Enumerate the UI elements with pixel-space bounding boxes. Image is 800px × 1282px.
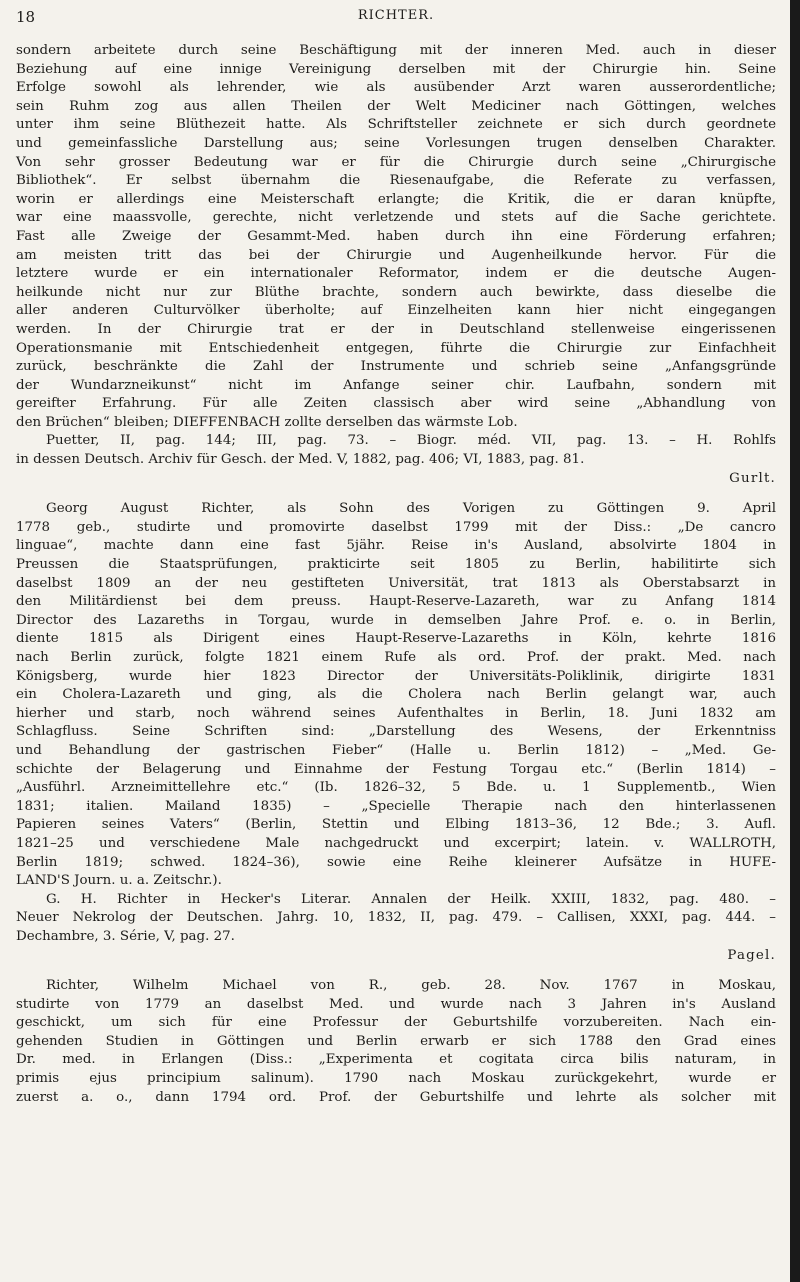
text-line: unter ihm seine Blüthezeit hatte. Als Schriftsteller zeichnete er sich durch geordnete	[16, 117, 776, 133]
text-line: LAND'S Journ. u. a. Zeitschr.).	[16, 873, 222, 889]
reference-line: in dessen Deutsch. Archiv für Gesch. der Med. V, 1882, pag. 406; VI, 1883, pag. 81.	[16, 452, 585, 468]
text-line: und Behandlung der gastrischen Fieber“ (Halle u. Berlin 1812) – „Med. Ge-	[16, 742, 776, 758]
reference-line: Puetter, II, pag. 144; III, pag. 73. – Biogr. méd. VII, pag. 13. – H. Rohlfs	[46, 433, 776, 449]
text-line: Beziehung auf eine innige Vereinigung derselben mit der Chirurgie hin. Seine	[16, 61, 776, 77]
page-number: 18	[16, 8, 36, 26]
text-line: zuerst a. o., dann 1794 ord. Prof. der Geburtshilfe und lehrte als solcher mit	[16, 1089, 776, 1105]
text-line: heilkunde nicht nur zur Blüthe brachte, sondern auch bewirkte, dass dieselbe die	[16, 284, 776, 300]
text-line: daselbst 1809 an der neu gestifteten Universität, trat 1813 als Oberstabsarzt in	[16, 575, 776, 591]
text-line: Erfolge sowohl als lehrender, wie als ausübender Arzt waren ausserordentliche;	[16, 80, 776, 96]
text-line: Operationsmanie mit Entschiedenheit entgegen, führte die Chirurgie zur Einfachheit	[16, 340, 776, 356]
text-line: 1831; italien. Mailand 1835) – „Specielle Therapie nach den hinterlassenen	[16, 798, 776, 814]
entry-heading-line: Georg August Richter, als Sohn des Vorigen zu Göttingen 9. April	[46, 501, 776, 517]
text-line: Director des Lazareths in Torgau, wurde in demselben Jahre Prof. e. o. in Berlin,	[16, 612, 776, 628]
text-line: 1778 geb., studirte und promovirte daselbst 1799 mit der Diss.: „De cancro	[16, 519, 776, 535]
text-line: Dr. med. in Erlangen (Diss.: „Experimenta et cogitata circa bilis naturam, in	[16, 1052, 776, 1068]
text-line: „Ausführl. Arzneimittellehre etc.“ (Ib. 1826–32, 5 Bde. u. 1 Supplementb., Wien	[16, 780, 776, 796]
text-line: diente 1815 als Dirigent eines Haupt-Reserve-Lazareths in Köln, kehrte 1816	[16, 631, 776, 647]
text-line: aller anderen Culturvölker überholte; auf Einzelheiten kann hier nicht eingegangen	[16, 303, 776, 319]
text-line: primis ejus principium salinum). 1790 nach Moskau zurückgekehrt, wurde er	[16, 1071, 776, 1087]
body-text	[16, 42, 776, 1107]
text-line: gereifter Erfahrung. Für alle Zeiten classisch aber wird seine „Abhandlung von	[16, 396, 776, 412]
text-line: schichte der Belagerung und Einnahme der Festung Torgau etc.“ (Berlin 1814) –	[16, 761, 776, 777]
text-line: Fast alle Zweige der Gesammt-Med. haben durch ihn eine Förderung erfahren;	[16, 228, 776, 244]
text-line: Von sehr grosser Bedeutung war er für die Chirurgie durch seine „Chirurgische	[16, 154, 776, 170]
running-head: RICHTER.	[357, 8, 435, 23]
text-line: zurück, beschränkte die Zahl der Instrumente und schrieb seine „Anfangsgründe	[16, 359, 776, 375]
text-line: Papieren seines Vaters“ (Berlin, Stettin und Elbing 1813–36, 12 Bde.; 3. Aufl.	[16, 817, 776, 833]
text-line: der Wundarzneikunst“ nicht im Anfange seiner chir. Laufbahn, sondern mit	[16, 377, 776, 393]
text-line: gehenden Studien in Göttingen und Berlin erwarb er sich 1788 den Grad eines	[16, 1033, 776, 1049]
reference-line: Dechambre, 3. Série, V, pag. 27.	[16, 928, 235, 944]
text-line: Bibliothek“. Er selbst übernahm die Riesenaufgabe, die Referate zu verfassen,	[16, 173, 776, 189]
page-edge-shadow	[790, 0, 800, 1282]
text-line: den Brüchen“ bleiben; DIEFFENBACH zollte derselben das wärmste Lob.	[16, 414, 518, 430]
text-line: worin er allerdings eine Meisterschaft erlangte; die Kritik, die er daran knüpfte,	[16, 191, 776, 207]
reference-line: G. H. Richter in Hecker's Literar. Annalen der Heilk. XXIII, 1832, pag. 480. –	[46, 891, 776, 907]
page-header	[16, 8, 776, 34]
entry-heading-line: Richter, Wilhelm Michael von R., geb. 28. Nov. 1767 in Moskau,	[46, 978, 776, 994]
reference-line: Neuer Nekrolog der Deutschen. Jahrg. 10, 1832, II, pag. 479. – Callisen, XXXI, pag. 444. –	[16, 910, 776, 926]
text-line: hierher und starb, noch während seines Aufenthaltes in Berlin, 18. Juni 1832 am	[16, 705, 776, 721]
author-signature: Gurlt.	[729, 470, 776, 486]
text-line: studirte von 1779 an daselbst Med. und wurde nach 3 Jahren in's Ausland	[16, 996, 776, 1012]
text-line: ein Cholera-Lazareth und ging, als die Cholera nach Berlin gelangt war, auch	[16, 687, 776, 703]
text-line: Schlagfluss. Seine Schriften sind: „Darstellung des Wesens, der Erkenntniss	[16, 724, 776, 740]
text-line: Preussen die Staatsprüfungen, prakticirte seit 1805 zu Berlin, habilitirte sich	[16, 557, 776, 573]
text-line: 1821–25 und verschiedene Male nachgedruckt und excerpirt; latein. v. WALLROTH,	[16, 835, 776, 851]
text-line: nach Berlin zurück, folgte 1821 einem Rufe als ord. Prof. der prakt. Med. nach	[16, 650, 776, 665]
text-line: war eine maassvolle, gerechte, nicht verletzende und stets auf die Sache gerichtete.	[16, 210, 776, 226]
text-line: Königsberg, wurde hier 1823 Director der Universitäts-Poliklinik, dirigirte 1831	[16, 668, 776, 684]
text-line: geschickt, um sich für eine Professur der Geburtshilfe vorzubereiten. Nach ein-	[16, 1015, 776, 1031]
text-line: letztere wurde er ein internationaler Reformator, indem er die deutsche Augen-	[16, 266, 776, 282]
text-line: sondern arbeitete durch seine Beschäftigung mit der inneren Med. auch in dieser	[16, 43, 776, 58]
text-line: linguae“, machte dann eine fast 5jähr. Reise in's Ausland, absolvirte 1804 in	[16, 538, 776, 554]
text-line: sein Ruhm zog aus allen Theilen der Welt Mediciner nach Göttingen, welches	[16, 98, 776, 114]
text-line: den Militärdienst bei dem preuss. Haupt-Reserve-Lazareth, war zu Anfang 1814	[16, 594, 776, 610]
text-line: am meisten tritt das bei der Chirurgie und Augenheilkunde hervor. Für die	[16, 247, 776, 263]
text-line: und gemeinfassliche Darstellung aus; seine Vorlesungen trugen denselben Charakter.	[16, 135, 776, 151]
text-line: Berlin 1819; schwed. 1824–36), sowie eine Reihe kleinerer Aufsätze in HUFE-	[16, 854, 776, 870]
text-line: werden. In der Chirurgie trat er der in Deutschland stellenweise eingerissenen	[16, 321, 776, 337]
author-signature: Pagel.	[727, 947, 776, 963]
